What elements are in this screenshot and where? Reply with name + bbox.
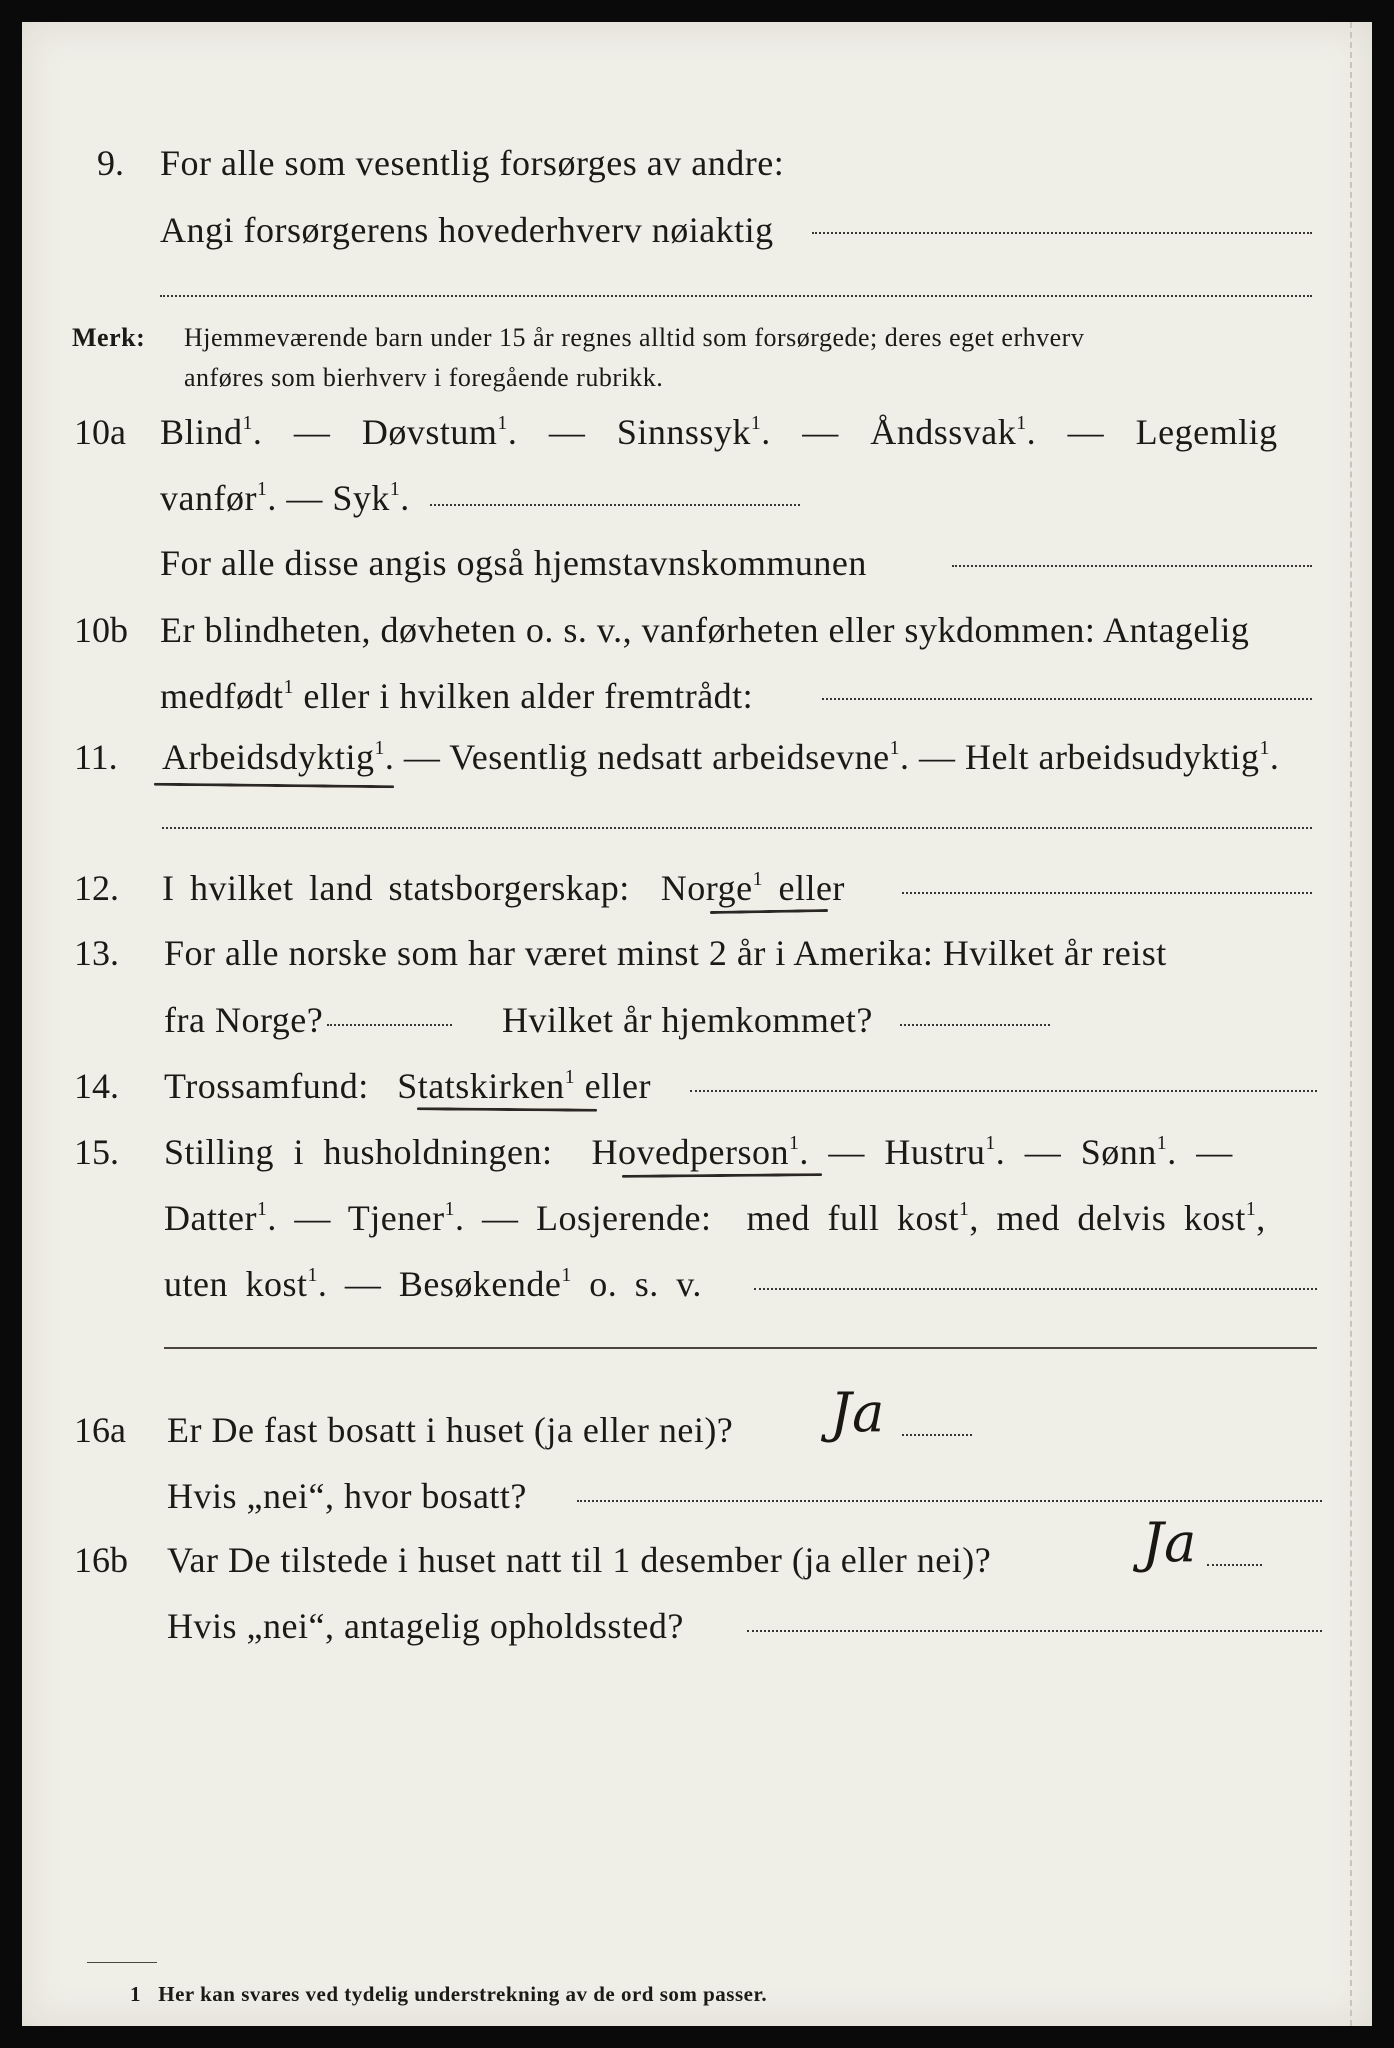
q12-answer-field[interactable] xyxy=(902,892,1312,894)
sup: 1 xyxy=(750,412,762,435)
q10b-line2-rest: eller i hvilken alder fremtrådt: xyxy=(293,676,754,716)
q15-hovedperson[interactable]: Hovedperson xyxy=(591,1132,789,1172)
sup: 1 xyxy=(1016,412,1027,435)
q9-line2: Angi forsørgerens hovederhverv nøiaktig xyxy=(160,210,774,250)
sup: 1 xyxy=(788,1132,800,1155)
q11-answer-field[interactable] xyxy=(162,827,1312,829)
q15-line1: Stilling i husholdningen: Hovedperson$^1$. — Hustru$^1$. — Sønn$^1$. — xyxy=(164,1132,1233,1172)
sup: 1 xyxy=(283,676,294,699)
q10a-line3: For alle disse angis også hjemstavnskommunen xyxy=(160,543,867,583)
q15-number: 15. xyxy=(74,1132,119,1172)
q15-osv: o. s. v. xyxy=(589,1264,702,1304)
sup: 1 xyxy=(389,478,401,501)
q10b-answer-field[interactable] xyxy=(822,698,1312,700)
sup: 1 xyxy=(497,412,508,435)
page-edge xyxy=(1350,22,1354,2026)
q11-vesentlig[interactable]: Vesentlig nedsatt arbeidsevne xyxy=(449,737,890,777)
sup: 1 xyxy=(374,737,385,760)
q11-helt[interactable]: Helt arbeidsudyktig xyxy=(965,737,1260,777)
q15-uten-kost[interactable]: uten kost xyxy=(164,1264,308,1304)
q14-eller: eller xyxy=(584,1066,652,1106)
q10a-line2: vanfør$^1$. — Syk$^1$. xyxy=(160,478,410,518)
q9-line1: For alle som vesentlig forsørges av andre: xyxy=(160,143,785,183)
sup: 1 xyxy=(1156,1132,1168,1155)
sup: 1 xyxy=(958,1198,970,1221)
sup: 1 xyxy=(307,1264,318,1287)
footnote xyxy=(130,1984,767,2005)
sup: 1 xyxy=(256,478,268,501)
q10a-answer-field[interactable] xyxy=(430,504,800,506)
q10a-syk[interactable]: Syk xyxy=(332,478,390,518)
sup: 1 xyxy=(1259,737,1270,760)
q15-prefix: Stilling i husholdningen: xyxy=(164,1132,553,1172)
q13-line1: For alle norske som har været minst 2 år i Amerika: Hvilket år reist xyxy=(164,933,1167,973)
q10a-number: 10a xyxy=(74,412,126,452)
q14-line xyxy=(164,1068,651,1104)
sup: 1 xyxy=(752,868,763,891)
q10a-sinnssyk[interactable]: Sinnssyk xyxy=(616,412,751,452)
sup: 1 xyxy=(444,1198,456,1221)
q13-hjemkommet-field[interactable] xyxy=(900,1024,1050,1026)
q16a-number: 16a xyxy=(74,1410,126,1450)
q10a-andssvak[interactable]: Åndssvak xyxy=(870,412,1017,452)
q14-number: 14. xyxy=(74,1066,119,1106)
q14-statskirken[interactable]: Statskirken xyxy=(397,1066,565,1106)
q9-number: 9. xyxy=(97,143,124,183)
q16a-handwritten-answer[interactable]: Ja xyxy=(830,1381,885,1444)
q16b-number: 16b xyxy=(74,1540,128,1580)
census-form-page xyxy=(22,22,1372,2026)
q15-tjener[interactable]: Tjener xyxy=(347,1198,445,1238)
q12-number: 12. xyxy=(74,868,119,908)
q11-number: 11. xyxy=(74,737,118,777)
handwritten-underline-hovedperson xyxy=(622,1173,822,1178)
q16b-line1: Var De tilstede i huset natt til 1 desember (ja eller nei)? xyxy=(167,1540,992,1580)
q10b-line1: Er blindheten, døvheten o. s. v., vanførheten eller sykdommen: Antagelig xyxy=(160,610,1250,650)
sup: 1 xyxy=(561,1264,572,1287)
q10a-legemlig[interactable]: Legemlig xyxy=(1135,412,1278,452)
q10a-vanfor[interactable]: vanfør xyxy=(160,478,257,518)
q11-line1: Arbeidsdyktig$^1$. — Vesentlig nedsatt arbeidsevne$^1$. — Helt arbeidsudyktig$^1$. xyxy=(162,737,1280,777)
footnote-rule xyxy=(87,1962,157,1963)
q12-norge[interactable]: Norge xyxy=(660,868,753,908)
q16a-bosatt-field[interactable] xyxy=(577,1500,1322,1502)
q11-arbeidsdyktig[interactable]: Arbeidsdyktig xyxy=(162,737,375,777)
q16b-opholdssted-field[interactable] xyxy=(747,1630,1322,1632)
q13-number: 13. xyxy=(74,933,119,973)
q16a-answer-field[interactable] xyxy=(902,1434,972,1436)
q13-reist-field[interactable] xyxy=(327,1024,452,1026)
q16b-answer-field[interactable] xyxy=(1207,1564,1262,1566)
sup: 1 xyxy=(256,1198,268,1221)
merk-label: Merk: xyxy=(72,323,146,352)
q9-answer-field-2[interactable] xyxy=(160,295,1312,297)
q15-answer-line[interactable] xyxy=(164,1347,1317,1349)
q13-fra-norge: fra Norge? xyxy=(164,1000,324,1040)
q10b-medfodt[interactable]: medfødt xyxy=(160,676,284,716)
q10b-line2 xyxy=(160,678,753,714)
handwritten-underline-statskirken xyxy=(417,1107,597,1112)
q12-prefix: I hvilket land statsborgerskap: xyxy=(162,868,630,908)
sup: 1 xyxy=(564,1066,576,1089)
q15-sonn[interactable]: Sønn xyxy=(1080,1132,1157,1172)
q12-eller: eller xyxy=(778,868,845,908)
q15-line2: Datter$^1$. — Tjener$^1$. — Losjerende: med full kost$^1$, med delvis kost$^1$, xyxy=(164,1198,1266,1238)
q15-full-kost[interactable]: med full kost xyxy=(746,1198,959,1238)
q16b-line2: Hvis „nei“, antagelig opholdssted? xyxy=(167,1606,684,1646)
sup: 1 xyxy=(242,412,253,435)
q10a-blind[interactable]: Blind xyxy=(160,412,243,452)
q15-line3: uten kost$^1$. — Besøkende$^1$ o. s. v. xyxy=(164,1264,702,1304)
q15-losjerende: Losjerende: xyxy=(536,1198,712,1238)
handwritten-underline-arbeidsdyktig xyxy=(154,783,394,789)
merk-line2: anføres som bierhverv i foregående rubrikk. xyxy=(184,363,664,392)
q14-answer-field[interactable] xyxy=(690,1090,1317,1092)
q13-hjemkommet: Hvilket år hjemkommet? xyxy=(502,1000,873,1040)
q16b-handwritten-answer[interactable]: Ja xyxy=(1142,1511,1197,1574)
q12-line xyxy=(162,870,845,906)
q10b-number: 10b xyxy=(74,610,128,650)
footnote-text: Her kan svares ved tydelig understrekning av de ord som passer. xyxy=(158,1982,768,2006)
q14-prefix: Trossamfund: xyxy=(164,1066,369,1106)
q15-datter[interactable]: Datter xyxy=(164,1198,257,1238)
sup: 1 xyxy=(1245,1198,1257,1221)
handwritten-underline-norge xyxy=(710,909,828,914)
q10a-line1: Blind$^1$. — Døvstum$^1$. — Sinnssyk$^1$. — Åndssvak$^1$. — Legemlig xyxy=(160,412,1278,452)
q10a-dovstum[interactable]: Døvstum xyxy=(361,412,498,452)
merk-line1: Hjemmeværende barn under 15 år regnes alltid som forsørgede; deres eget erhverv xyxy=(184,323,1085,352)
sup: 1 xyxy=(889,737,900,760)
q16a-line2: Hvis „nei“, hvor bosatt? xyxy=(167,1476,527,1516)
footnote-mark: 1 xyxy=(130,1982,141,2006)
q10a-hjemstavn-field[interactable] xyxy=(952,565,1312,567)
q15-answer-field[interactable] xyxy=(754,1288,1317,1290)
q15-besokende[interactable]: Besøkende xyxy=(398,1264,562,1304)
q16a-line1: Er De fast bosatt i huset (ja eller nei)? xyxy=(167,1410,734,1450)
q15-delvis-kost[interactable]: med delvis kost xyxy=(996,1198,1246,1238)
q9-answer-field[interactable] xyxy=(812,232,1312,234)
q15-hustru[interactable]: Hustru xyxy=(884,1132,986,1172)
sup: 1 xyxy=(985,1132,996,1155)
